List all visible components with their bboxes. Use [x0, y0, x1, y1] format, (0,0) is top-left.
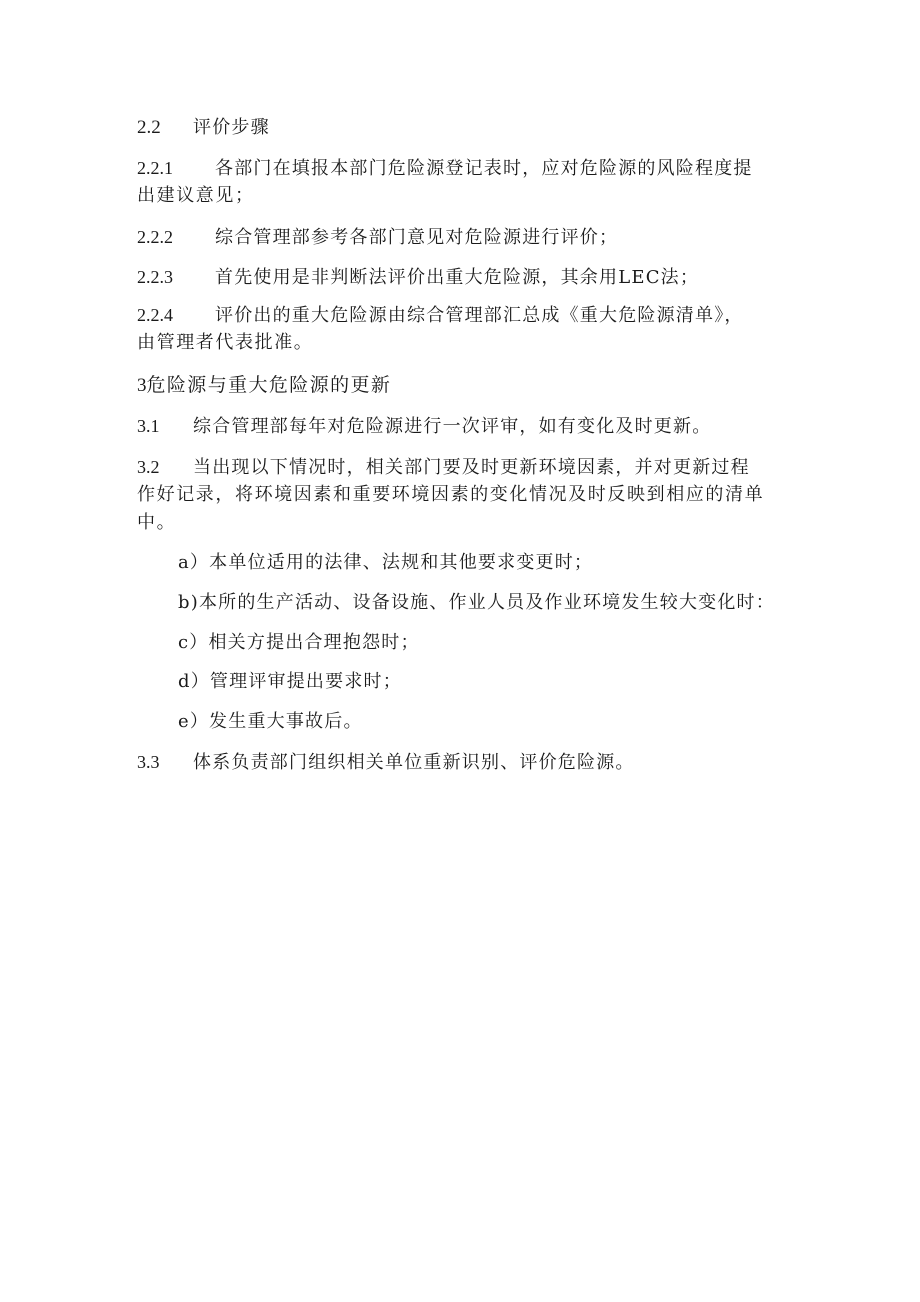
clause-3-2-continued [137, 484, 764, 506]
section-number: 3 [137, 375, 147, 396]
clause-2-2-1 [137, 157, 753, 180]
clause-text: 评价出的重大危险源由综合管理部汇总成《重大危险源清单》， [215, 305, 744, 326]
clause-text: 出建议意见； [137, 185, 255, 206]
clause-3-1 [137, 415, 711, 438]
clause-number: 3.1 [137, 416, 160, 436]
section-title: 危险源与重大危险源的更新 [146, 374, 392, 396]
clause-number: 3.2 [137, 457, 160, 477]
clause-text: 中。 [137, 512, 177, 533]
list-item: d）管理评审提出要求时； [178, 671, 402, 692]
clause-2-2-4 [137, 304, 744, 327]
clause-2-2-1-continued [137, 185, 255, 207]
clause-text: 作好记录，将环境因素和重要环境因素的变化情况及时反映到相应的清单 [137, 484, 765, 505]
clause-2-2-2 [137, 226, 618, 249]
clause-number: 2.2.4 [137, 305, 173, 325]
clause-text: 综合管理部每年对危险源进行一次评审，如有变化及时更新。 [193, 416, 712, 437]
section-title: 评价步骤 [193, 117, 270, 138]
list-item: a）本单位适用的法律、法规和其他要求变更时； [178, 552, 594, 573]
clause-text: 当出现以下情况时，相关部门要及时更新环境因素，并对更新过程 [193, 457, 750, 478]
clause-text: 首先使用是非判断法评价出重大危险源，其余用LEC法； [215, 267, 700, 288]
clause-2-2-4-continued [137, 332, 313, 354]
section-number: 2.2 [137, 117, 161, 138]
section-2-2-heading [137, 117, 270, 139]
clause-text: 各部门在填报本部门危险源登记表时，应对危险源的风险程度提 [215, 158, 753, 179]
clause-text: 体系负责部门组织相关单位重新识别、评价危险源。 [193, 752, 635, 773]
clause-3-3 [137, 751, 635, 774]
clause-text: 由管理者代表批准。 [137, 332, 314, 353]
list-item: b)本所的生产活动、设备设施、作业人员及作业环境发生较大变化时： [178, 592, 775, 613]
clause-number: 2.2.2 [137, 227, 173, 247]
clause-number: 2.2.1 [137, 158, 173, 178]
clause-number: 3.3 [137, 752, 160, 772]
section-3-heading [137, 374, 391, 397]
clause-2-2-3 [137, 266, 699, 289]
clause-number: 2.2.3 [137, 267, 173, 287]
clause-3-2-continued [137, 512, 176, 534]
clause-text: 综合管理部参考各部门意见对危险源进行评价； [215, 227, 619, 248]
clause-3-2 [137, 456, 750, 479]
list-item: e）发生重大事故后。 [178, 711, 363, 732]
list-item: c）相关方提出合理抱怨时； [178, 632, 420, 653]
